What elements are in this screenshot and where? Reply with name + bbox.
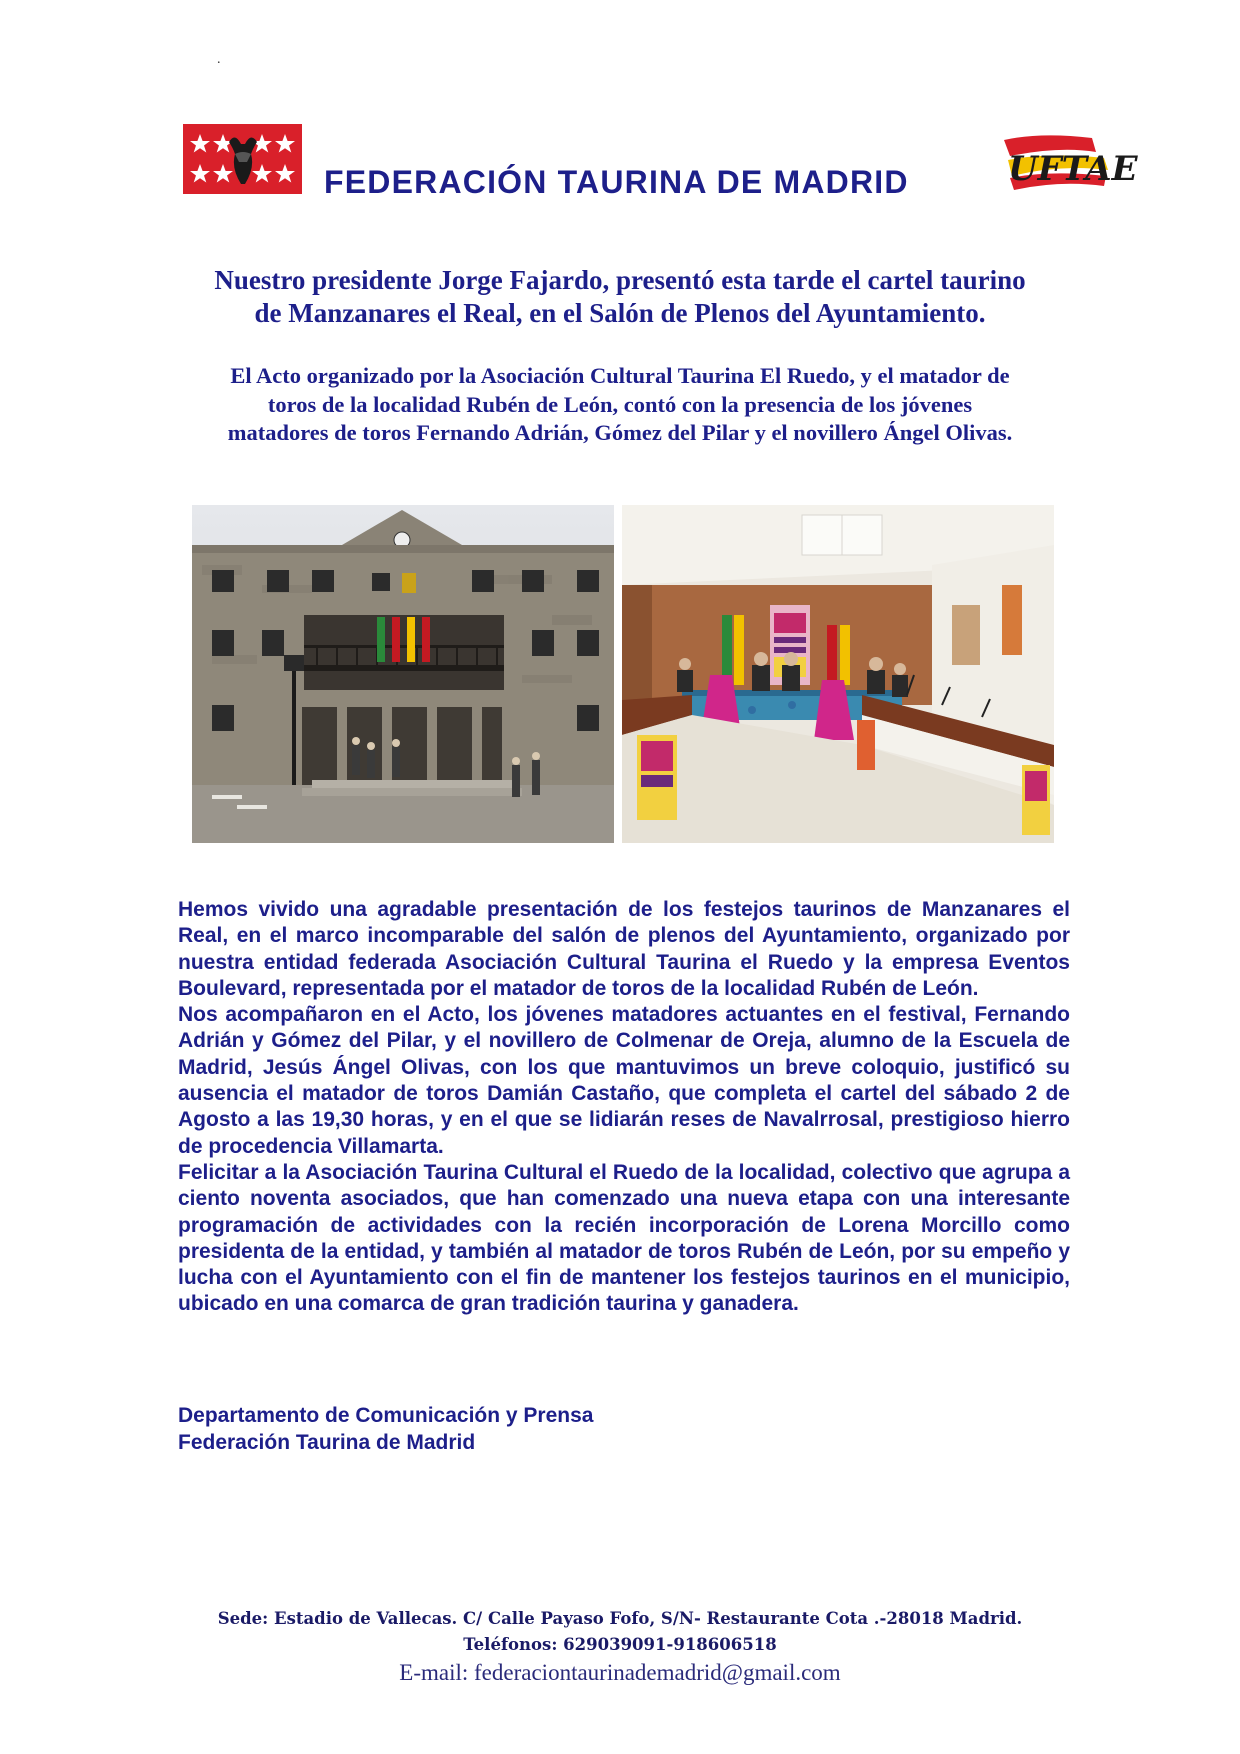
press-conference-photo bbox=[622, 505, 1054, 843]
signature-block bbox=[178, 1402, 593, 1456]
subheadline-line-1: El Acto organizado por la Asociación Cultural Taurina El Ruedo, y el matador de bbox=[230, 363, 1010, 388]
footer-address: Sede: Estadio de Vallecas. C/ Calle Payaso Fofo, S/N- Restaurante Cota .-28018 Madrid. bbox=[217, 1609, 1023, 1628]
organization-title: FEDERACIÓN TAURINA DE MADRID bbox=[324, 164, 909, 200]
article-paragraph-2: Nos acompañaron en el Acto, los jóvenes matadores actuantes en el festival, Fernando Adrián y Gómez del Pilar, y el novillero de Colmenar de Oreja, alumno de la Escuela de Madrid, Jesús Ángel Olivas, con los que mantuvimos un breve coloquio, justificó su ausencia el matador de toros Damián Castaño, que completa el cartel del sábado 2 de Agosto a las 19,30 horas, y en el que se lidiarán reses de Navalrrosal, prestigioso hierro de procedencia Villamarta. bbox=[178, 1003, 1070, 1158]
signature-organization: Federación Taurina de Madrid bbox=[178, 1431, 476, 1454]
subheadline-line-3: matadores de toros Fernando Adrián, Gómez del Pilar y el novillero Ángel Olivas. bbox=[227, 420, 1013, 445]
madrid-flag-logo-icon bbox=[183, 124, 302, 194]
uftae-logo-icon bbox=[1000, 130, 1138, 194]
uftae-logo-text: UFTAE bbox=[1008, 149, 1138, 189]
article-body bbox=[178, 897, 1070, 1318]
headline-line-2: de Manzanares el Real, en el Salón de Plenos del Ayuntamiento. bbox=[254, 298, 986, 328]
headline bbox=[150, 264, 1090, 330]
subheadline bbox=[150, 362, 1090, 448]
subheadline-line-2: toros de la localidad Rubén de León, contó con la presencia de los jóvenes bbox=[267, 391, 973, 417]
town-hall-photo bbox=[192, 505, 614, 843]
article-paragraph-1: Hemos vivido una agradable presentación de los festejos taurinos de Manzanares el Real, en el marco incomparable del salón de plenos del Ayuntamiento, organizado por nuestra entidad federada Asociación Cultural Taurina el Ruedo y la empresa Eventos Boulevard, representada por el matador de toros de la localidad Rubén de León. bbox=[178, 898, 1070, 1000]
footer-email: E-mail: federaciontaurinademadrid@gmail.com bbox=[399, 1660, 841, 1685]
signature-department: Departamento de Comunicación y Prensa bbox=[178, 1404, 594, 1427]
stray-dot: . bbox=[217, 52, 221, 67]
page-footer bbox=[0, 1606, 1240, 1688]
article-paragraph-3: Felicitar a la Asociación Taurina Cultural el Ruedo de la localidad, colectivo que agrupa a ciento noventa asociados, que han comenzado una nueva etapa con una interesante programación de actividades con la recién incorporación de Lorena Morcillo como presidenta de la entidad, y también al matador de toros Rubén de León, por su empeño y lucha con el Ayuntamiento con el fin de mantener los festejos taurinos en el municipio, ubicado en una comarca de gran tradición taurina y ganadera. bbox=[178, 1160, 1070, 1316]
footer-phones: Teléfonos: 629039091-918606518 bbox=[463, 1635, 777, 1654]
headline-line-1: Nuestro presidente Jorge Fajardo, presentó esta tarde el cartel taurino bbox=[214, 265, 1026, 295]
